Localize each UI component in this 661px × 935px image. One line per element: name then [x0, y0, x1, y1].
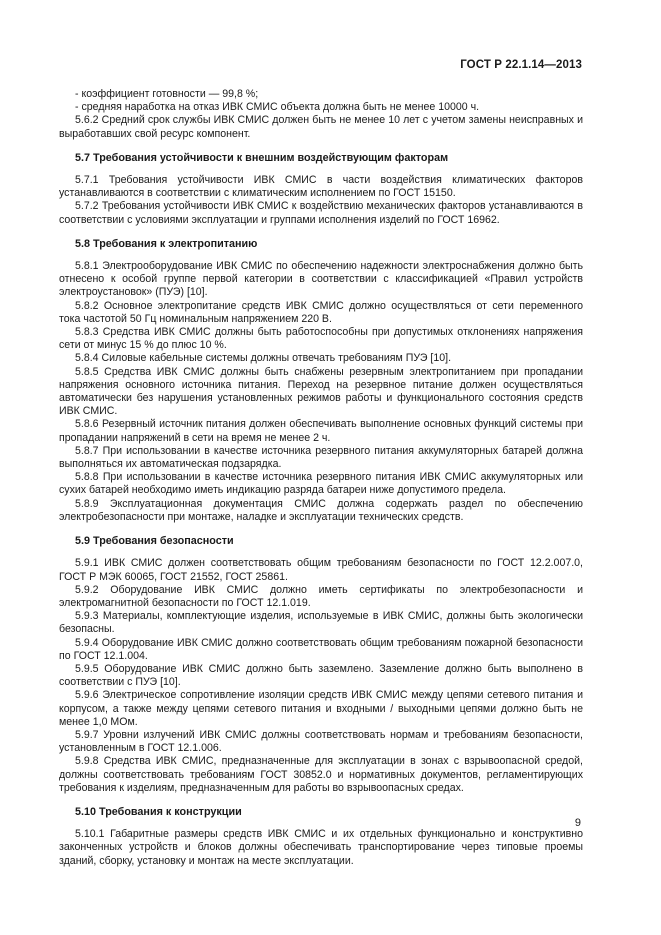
paragraph: 5.8.6 Резервный источник питания должен обеспечивать выполнение основных функций системы при пропадании напряжений в сети на время не менее 2 ч.: [59, 418, 583, 444]
paragraph: - средняя наработка на отказ ИВК СМИС объекта должна быть не менее 10000 ч.: [75, 101, 480, 114]
paragraph: 5.8.5 Средства ИВК СМИС должны быть снабжены резервным электропитанием при пропадании напряжения основного источника питания. Переход на резервное питание должен осуществляться автоматически без нарушения установленных режимов работы и функционального состояния средств ИВК СМИС.: [59, 365, 583, 418]
document-body: [59, 88, 583, 868]
paragraph: 5.8.4 Силовые кабельные системы должны отвечать требованиям ПУЭ [10].: [75, 352, 452, 365]
paragraph: - коэффициент готовности — 99,8 %;: [75, 88, 259, 100]
paragraph: 5.9.5 Оборудование ИВК СМИС должно быть заземлено. Заземление должно быть выполнено в соответствии с ПУЭ [10].: [59, 662, 583, 689]
page-number: 9: [574, 817, 581, 829]
paragraph: 5.7.1 Требования устойчивости ИВК СМИС в части воздействия климатических факторов устанавливаются в соответствии с климатическим исполнением по ГОСТ 15150.: [59, 174, 583, 200]
section-heading-5-7: 5.7 Требования устойчивости к внешним воздействующим факторам: [75, 151, 449, 164]
paragraph: 5.6.2 Средний срок службы ИВК СМИС должен быть не менее 10 лет с учетом замены неисправных и выработавших свой ресурс компонент.: [59, 114, 583, 140]
paragraph: 5.8.1 Электрооборудование ИВК СМИС по обеспечению надежности электроснабжения должно быть отнесено к особой группе первой категории в соответствии с классификацией «Правил устройств электроустановок» (ПУЭ) [10].: [59, 260, 583, 299]
section-heading-5-8: 5.8 Требования к электропитанию: [75, 237, 258, 250]
section-heading-5-9: 5.9 Требования безопасности: [75, 535, 234, 548]
paragraph: 5.7.2 Требования устойчивости ИВК СМИС к воздействию механических факторов устанавливаются в соответствии с условиями эксплуатации и группами исполнения изделий по ГОСТ 16962.: [59, 200, 583, 226]
paragraph: 5.9.1 ИВК СМИС должен соответствовать общим требованиям безопасности по ГОСТ 12.2.007.0, ГОСТ Р МЭК 60065, ГОСТ 21552, ГОСТ 25861.: [59, 557, 583, 583]
document-header-id: ГОСТ Р 22.1.14—2013: [460, 59, 582, 71]
paragraph: 5.8.3 Средства ИВК СМИС должны быть работоспособны при допустимых отклонениях напряжения сети от минус 15 % до плюс 10 %.: [59, 326, 583, 352]
paragraph: 5.8.9 Эксплуатационная документация СМИС должна содержать раздел по обеспечению электробезопасности при монтаже, наладке и эксплуатации технических средств.: [59, 497, 583, 523]
paragraph: 5.10.1 Габаритные размеры средств ИВК СМИС и их отдельных функционально и конструктивно законченных устройств и блоков должны обеспечивать транспортирование через типовые проемы зданий, сборку, установку и монтаж на месте эксплуатации.: [59, 828, 583, 867]
paragraph: 5.8.7 При использовании в качестве источника резервного питания аккумуляторных батарей должна выполняться их автоматическая подзарядка.: [59, 444, 583, 471]
paragraph: 5.9.6 Электрическое сопротивление изоляции средств ИВК СМИС между цепями сетевого питания и корпусом, а также между цепями сетевого питания и входными / выходными цепями должно быть не менее 1,0 МОм.: [59, 689, 583, 728]
section-heading-5-10: 5.10 Требования к конструкции: [75, 805, 242, 818]
paragraph: 5.9.8 Средства ИВК СМИС, предназначенные для эксплуатации в зонах с взрывоопасной средой, должны соответствовать требованиям ГОСТ 30852.0 и нормативных документов, регламентирующих требования к изделиям, предназначенным для работы во взрывоопасных средах.: [59, 755, 583, 794]
paragraph: 5.9.3 Материалы, комплектующие изделия, используемые в ИВК СМИС, должны быть экологически безопасны.: [59, 610, 583, 636]
paragraph: 5.9.7 Уровни излучений ИВК СМИС должны соответствовать нормам и требованиям безопасности, установленным в ГОСТ 12.1.006.: [59, 728, 583, 755]
paragraph: 5.8.8 При использовании в качестве источника резервного питания ИВК СМИС аккумуляторных или сухих батарей необходимо иметь индикацию разряда батареи ниже допустимого предела.: [59, 471, 583, 497]
paragraph: 5.9.2 Оборудование ИВК СМИС должно иметь сертификаты по электробезопасности и электромагнитной безопасности по ГОСТ 12.1.019.: [59, 583, 583, 609]
paragraph: 5.9.4 Оборудование ИВК СМИС должно соответствовать общим требованиям пожарной безопасности по ГОСТ 12.1.004.: [59, 636, 583, 662]
paragraph: 5.8.2 Основное электропитание средств ИВК СМИС должно осуществляться от сети переменного тока частотой 50 Гц номинальным напряжением 220 В.: [59, 299, 583, 325]
